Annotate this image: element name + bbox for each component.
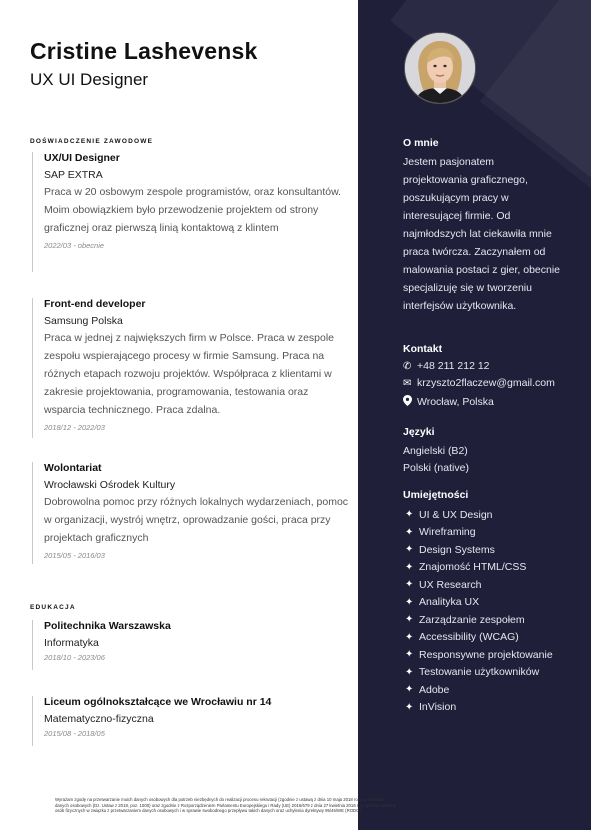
contact-heading: Kontakt <box>403 343 443 355</box>
skill-label: Testowanie użytkowników <box>419 666 540 679</box>
skill-label: UI & UX Design <box>419 508 493 521</box>
education-section-title: EDUKACJA <box>30 604 76 611</box>
map-pin-icon <box>403 395 417 409</box>
skill-label: UX Research <box>419 578 482 591</box>
sparkle-icon: ✦ <box>405 596 414 608</box>
education-dates: 2018/10 - 2023/06 <box>44 653 105 662</box>
phone-icon: ✆ <box>403 360 412 372</box>
skill-label: Znajomość HTML/CSS <box>419 561 527 574</box>
education-entry <box>32 620 349 670</box>
gdpr-consent-clause <box>55 797 545 814</box>
email-address: krzyszto2flaczew@gmail.com <box>417 377 555 389</box>
experience-entry <box>32 298 349 438</box>
sparkle-icon: ✦ <box>405 666 414 678</box>
skills-heading: Umiejętności <box>403 489 469 501</box>
skill-item <box>405 541 553 559</box>
skill-label: Analityka UX <box>419 596 480 609</box>
phone-number: +48 211 212 12 <box>417 360 490 372</box>
job-description: Praca w jednej z największych firm w Polsce. Praca w zespole zespołu wspierającego procesy w firmie Samsung. Praca na różnych etapach rozwoju projektów. Współpraca z klientami w zakresie projektowania, programowania, testowania oraz wsparcia technicznego. Praca zdalna. <box>44 332 335 416</box>
skill-item <box>405 611 553 629</box>
skill-item <box>405 664 553 682</box>
portrait-photo <box>405 33 475 103</box>
company-name: SAP EXTRA <box>44 169 103 181</box>
job-dates: 2015/05 - 2016/03 <box>44 551 105 560</box>
field-of-study: Matematyczno-fizyczna <box>44 713 154 725</box>
consent-line: osób fizycznych w związku z przetwarzaniem danych osobowych i w sprawie swobodnego przepływu takich danych oraz uchylenia dyrektywy 95/46/WE (RODO). <box>55 808 363 813</box>
skills-list <box>405 506 553 716</box>
skill-item <box>405 594 553 612</box>
job-dates: 2022/03 - obecnie <box>44 241 105 250</box>
contact-email <box>403 377 555 389</box>
envelope-icon: ✉ <box>403 377 412 389</box>
skill-label: Accessibility (WCAG) <box>419 631 519 644</box>
skill-label: Adobe <box>419 683 450 696</box>
skill-label: Zarządzanie zespołem <box>419 613 525 626</box>
job-description: Praca w 20 osbowym zespole programistów, oraz konsultantów. Moim obowiązkiem było przewodzenie projektem od strony graficznej oraz pierwszą linią kontaktową z klintem <box>44 186 342 234</box>
consent-line: Wyrażam zgodę na przetwarzanie moich danych osobowych dla potrzeb niezbędnych do realizacji procesu rekrutacji (zgodnie z ustawą z dnia 10 maja 2018 roku o ochronie <box>55 797 384 802</box>
sparkle-icon: ✦ <box>405 561 414 573</box>
job-dates: 2018/12 - 2022/03 <box>44 423 105 432</box>
consent-line: danych osobowych (Dz. Ustaw z 2018, poz. 1000) oraz zgodnie z Rozporządzeniem Parlamentu Europejskiego i Rady (UE) 2016/679 z dnia 27 kwietnia 2016 r. w sprawie ochrony <box>55 802 397 808</box>
school-name: Liceum ogólnokształcące we Wrocławiu nr 14 <box>44 696 272 708</box>
experience-section-title: DOŚWIADCZENIE ZAWODOWE <box>30 138 154 145</box>
sparkle-icon: ✦ <box>405 631 414 643</box>
experience-entry <box>32 462 349 564</box>
skill-item <box>405 699 553 717</box>
sparkle-icon: ✦ <box>405 544 414 556</box>
skill-item <box>405 646 553 664</box>
experience-entry <box>32 152 349 272</box>
education-entry <box>32 696 349 746</box>
about-text: Jestem pasjonatem projektowania graficznego, poszukującym pracy w interesującej firmie. Od najmłodszych lat ciekawiła mnie praca twórcza. Zaczynałem od malowania postaci z gier, obecnie specjalizuję się w tworzeniu interfejsów użytkownika. <box>403 156 561 312</box>
candidate-role: UX UI Designer <box>30 70 149 89</box>
sparkle-icon: ✦ <box>405 526 414 538</box>
contact-phone <box>403 360 490 372</box>
skill-item <box>405 506 553 524</box>
location-text: Wrocław, Polska <box>417 396 494 408</box>
skill-label: InVision <box>419 701 457 714</box>
education-dates: 2015/08 - 2018/05 <box>44 729 105 738</box>
skill-label: Wireframing <box>419 526 476 539</box>
language-item: Polski (native) <box>403 462 469 474</box>
sparkle-icon: ✦ <box>405 509 414 521</box>
company-name: Wrocławski Ośrodek Kultury <box>44 479 176 491</box>
skill-item <box>405 681 553 699</box>
job-title: Wolontariat <box>44 462 102 474</box>
skill-item <box>405 524 553 542</box>
skill-label: Design Systems <box>419 543 495 556</box>
job-description: Dobrowolna pomoc przy różnych lokalnych wydarzeniach, pomoc w organizacji, wystrój wnętrz, oprowadzanie gości, praca przy projektach graficznych <box>44 496 349 544</box>
skill-item <box>405 559 553 577</box>
about-heading: O mnie <box>403 137 439 149</box>
company-name: Samsung Polska <box>44 315 123 327</box>
sparkle-icon: ✦ <box>405 579 414 591</box>
avatar <box>404 32 476 104</box>
job-title: UX/UI Designer <box>44 152 120 164</box>
language-item: Angielski (B2) <box>403 445 468 457</box>
sparkle-icon: ✦ <box>405 649 414 661</box>
sparkle-icon: ✦ <box>405 684 414 696</box>
skill-item <box>405 576 553 594</box>
job-title: Front-end developer <box>44 298 146 310</box>
languages-heading: Języki <box>403 426 435 438</box>
sparkle-icon: ✦ <box>405 614 414 626</box>
skill-label: Responsywne projektowanie <box>419 648 553 661</box>
sparkle-icon: ✦ <box>405 701 414 713</box>
contact-location <box>403 395 494 409</box>
school-name: Politechnika Warszawska <box>44 620 171 632</box>
candidate-name: Cristine Lashevensk <box>30 38 258 64</box>
field-of-study: Informatyka <box>44 637 99 649</box>
skill-item <box>405 629 553 647</box>
